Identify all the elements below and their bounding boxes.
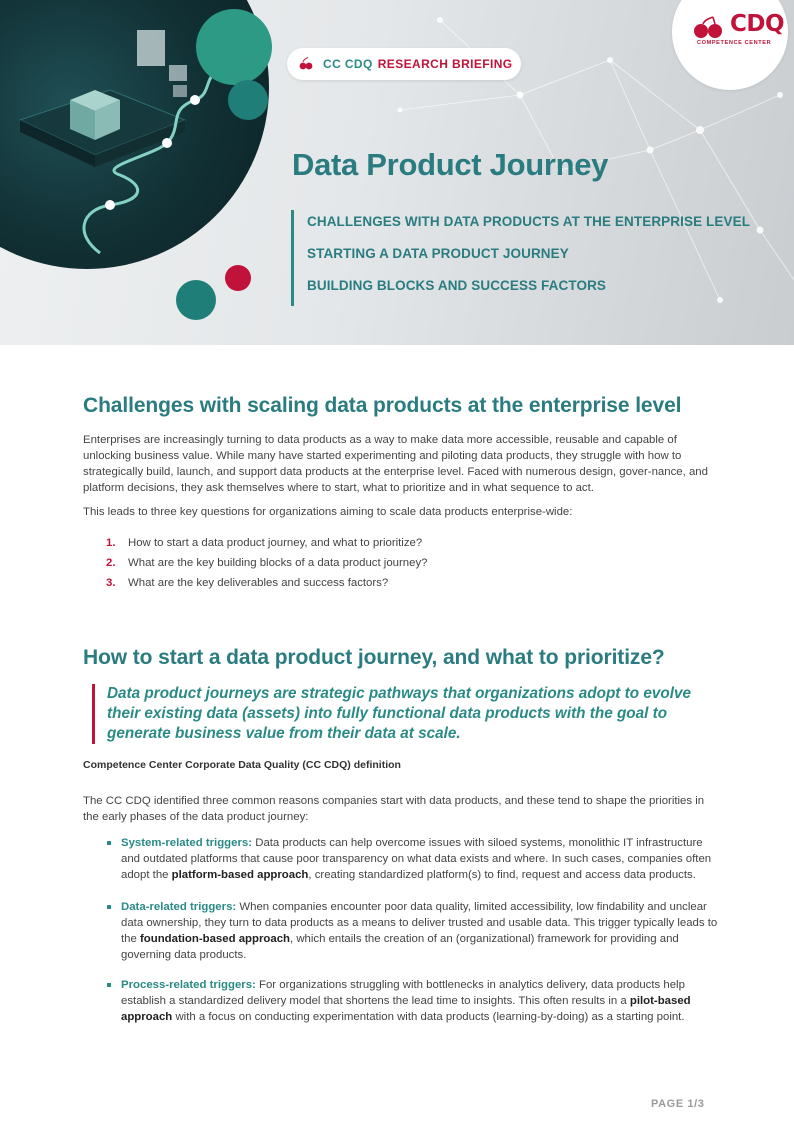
- topic-item: BUILDING BLOCKS AND SUCCESS FACTORS: [307, 278, 607, 293]
- list-item: [106, 835, 718, 883]
- decorative-dot: [228, 80, 268, 120]
- topic-list: [291, 210, 750, 306]
- badge-label: RESEARCH BRIEFING: [377, 57, 513, 71]
- bullet-marker: [107, 983, 111, 987]
- list-number: 2.: [106, 557, 116, 569]
- section-heading: Challenges with scaling data products at the enterprise level: [83, 394, 682, 417]
- page-number: PAGE 1/3: [651, 1098, 705, 1110]
- trigger-text: When companies encounter poor data quality, limited accessibility, low findability and unclear data ownership, they turn to data products as a means to deliver trusted and usable data. This trigger typically leads to the: [121, 901, 718, 945]
- trigger-label: Process-related triggers:: [121, 979, 256, 991]
- header-banner: [0, 0, 794, 345]
- list-item: [106, 533, 428, 553]
- intro-paragraph: Enterprises are increasingly turning to data products as a way to make data more accessible, reusable and capable of unlocking business value. While many have started experimenting and piloting data products, they struggle with how to strategically build, launch, and support data products at the enterprise level. Faced with numerous design, gover-nance, and platform decisions, they ask themselves where to start, what to prioritize and in what sequence to act.: [83, 434, 708, 494]
- section-heading: How to start a data product journey, and what to prioritize?: [83, 646, 665, 669]
- topic-item: STARTING A DATA PRODUCT JOURNEY: [307, 246, 569, 261]
- bullet-marker: [107, 905, 111, 909]
- list-item: [106, 573, 428, 593]
- badge-prefix: CC CDQ: [323, 57, 373, 71]
- cherry-icon: [299, 57, 313, 71]
- trigger-text: For organizations struggling with bottlenecks in analytics delivery, data products help establish a standardized delivery model that shortens the lead time to insights. This often results in a: [121, 979, 685, 1007]
- list-item: [106, 553, 428, 573]
- trigger-text: , creating standardized platform(s) to find, request and access data products.: [308, 869, 696, 881]
- list-item: [106, 977, 718, 1025]
- quote-source: Competence Center Corporate Data Quality (CC CDQ) definition: [83, 759, 401, 771]
- decorative-dot: [225, 265, 251, 291]
- topic-item: CHALLENGES WITH DATA PRODUCTS AT THE ENTERPRISE LEVEL: [307, 214, 751, 229]
- trigger-list: [106, 835, 718, 1041]
- definition-quote: [92, 684, 692, 744]
- approach-name: platform-based approach: [171, 869, 309, 881]
- trigger-text: with a focus on conducting experimentation with data products (learning-by-doing) as a starting point.: [172, 1011, 685, 1023]
- decorative-dot: [176, 280, 216, 320]
- trigger-text: Data products can help overcome issues with siloed systems, monolithic IT infrastructure and outdated platforms that cause poor transparency on what data exists and where. In such cases, companies often adopt the: [121, 837, 712, 881]
- decorative-dot: [196, 9, 272, 85]
- triggers-intro: The CC CDQ identified three common reasons companies start with data products, and these tend to shape the priorities in the early phases of the data product journey:: [83, 795, 705, 823]
- bullet-marker: [107, 841, 111, 845]
- quote-text: Data product journeys are strategic pathways that organizations adopt to evolve their existing data (assets) into fully functional data products with the goal to generate business value from their data at scale.: [107, 685, 691, 742]
- list-item: [106, 899, 718, 963]
- question-list: [106, 533, 428, 593]
- approach-name: pilot-based approach: [121, 995, 691, 1023]
- briefing-badge: [287, 48, 521, 80]
- logo-subtitle: COMPETENCE CENTER: [697, 40, 772, 46]
- list-text: How to start a data product journey, and what to prioritize?: [128, 537, 423, 549]
- trigger-label: Data-related triggers:: [121, 901, 237, 913]
- list-number: 3.: [106, 577, 116, 589]
- list-text: What are the key building blocks of a data product journey?: [128, 557, 428, 569]
- cherry-logo-icon: [693, 16, 725, 42]
- trigger-label: System-related triggers:: [121, 837, 253, 849]
- document-title: Data Product Journey: [292, 147, 609, 182]
- logo-wordmark: CDQ: [730, 11, 785, 37]
- lead-in-paragraph: This leads to three key questions for organizations aiming to scale data products enterprise-wide:: [83, 506, 573, 518]
- list-number: 1.: [106, 537, 116, 549]
- trigger-text: , which entails the creation of an (organizational) framework for providing and governing data products.: [121, 933, 679, 961]
- list-text: What are the key deliverables and success factors?: [128, 577, 389, 589]
- approach-name: foundation-based approach: [140, 933, 290, 945]
